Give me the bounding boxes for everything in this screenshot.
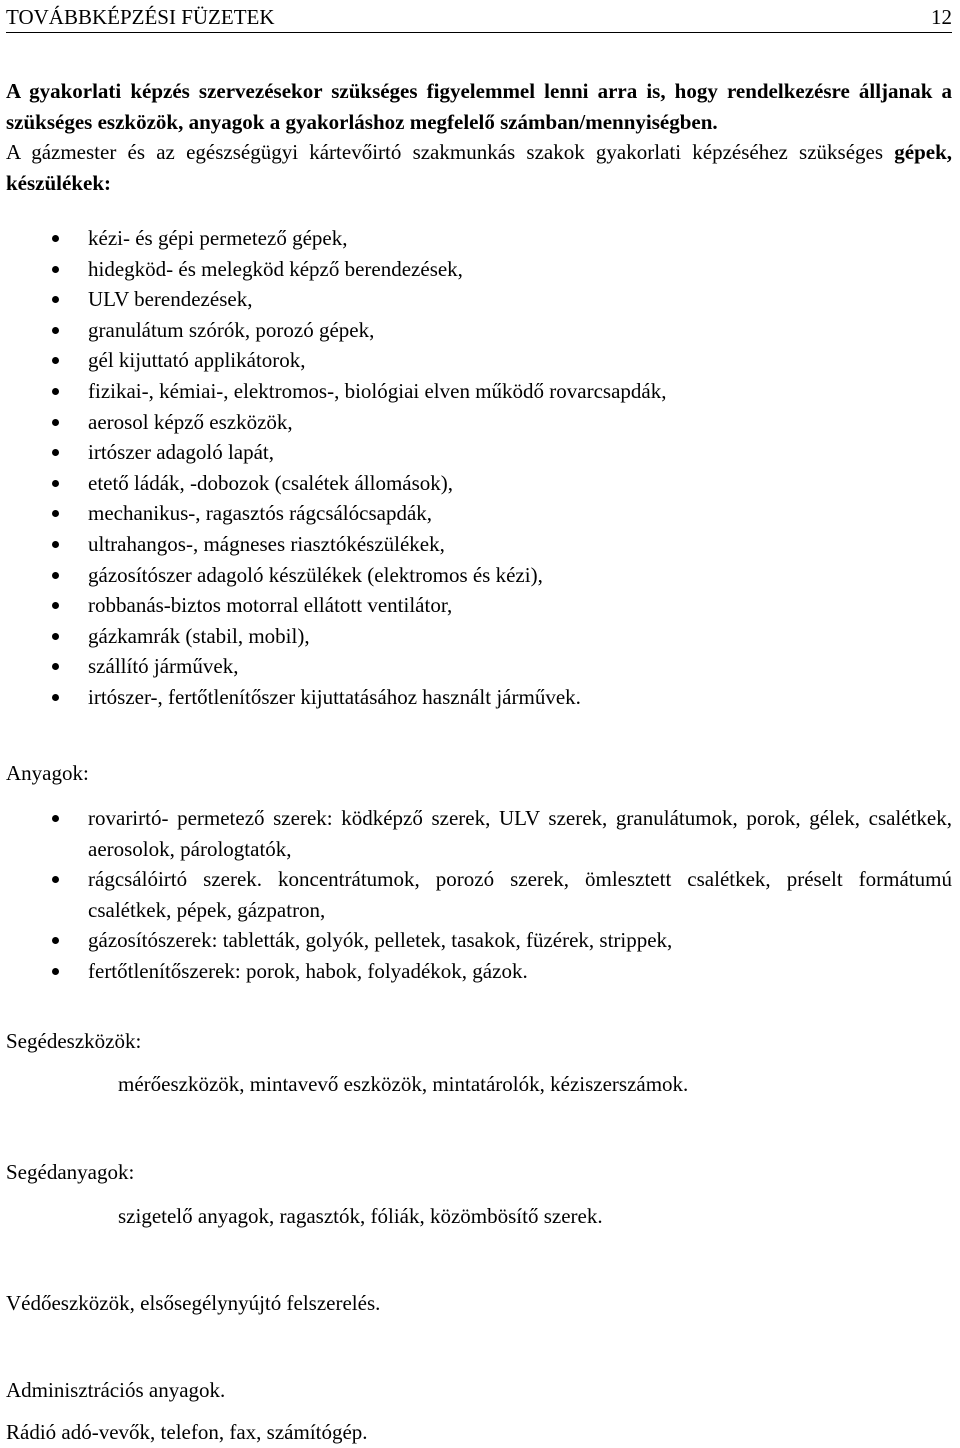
machine-list-item: irtószer adagoló lapát, — [6, 437, 952, 468]
intro-bold-paragraph: A gyakorlati képzés szervezésekor szükséges figyelemmel lenni arra is, hogy rendelkezésre álljanak a szükséges eszközök, anyagok a gyakorláshoz megfelelő számban/mennyiségben. — [6, 79, 952, 134]
tools-heading: Segédeszközök: — [6, 1029, 142, 1053]
machine-list-item: gázosítószer adagoló készülékek (elektromos és kézi), — [6, 560, 952, 591]
running-title: TOVÁBBKÉPZÉSI FÜZETEK — [6, 5, 275, 29]
intro-section — [6, 76, 952, 198]
machine-list-item: aerosol képző eszközök, — [6, 407, 952, 438]
machine-list-item: robbanás-biztos motorral ellátott ventilátor, — [6, 590, 952, 621]
machine-list-item: gázkamrák (stabil, mobil), — [6, 621, 952, 652]
material-list-item: fertőtlenítőszerek: porok, habok, folyadékok, gázok. — [6, 956, 952, 987]
machines-intro — [6, 137, 952, 198]
machine-list-item: irtószer-, fertőtlenítőszer kijuttatásához használt járművek. — [6, 682, 952, 713]
page-number: 12 — [931, 5, 952, 29]
material-list-item: gázosítószerek: tabletták, golyók, pelletek, tasakok, füzérek, strippek, — [6, 925, 952, 956]
material-list-item: rágcsálóirtó szerek. koncentrátumok, porozó szerek, ömlesztett csalétkek, préselt formátumú csalétkek, pépek, gázpatron, — [6, 864, 952, 925]
aux-materials-text: szigetelő anyagok, ragasztók, fóliák, közömbösítő szerek. — [118, 1204, 603, 1228]
machine-list-item: ULV berendezések, — [6, 284, 952, 315]
machine-list-item: mechanikus-, ragasztós rágcsálócsapdák, — [6, 498, 952, 529]
protective-equipment: Védőeszközök, elsősegélynyújtó felszerelés. — [6, 1291, 381, 1315]
machine-list-item: kézi- és gépi permetező gépek, — [6, 223, 952, 254]
materials-heading: Anyagok: — [6, 761, 89, 785]
machine-list-item: granulátum szórók, porozó gépek, — [6, 315, 952, 346]
material-list-item: rovarirtó- permetező szerek: ködképző szerek, ULV szerek, granulátumok, porok, gélek, csalétkek, aerosolok, párologtatók, — [6, 803, 952, 864]
machine-list-item: etető ládák, -dobozok (csalétek állomások), — [6, 468, 952, 499]
aux-materials-heading: Segédanyagok: — [6, 1160, 135, 1184]
machines-list — [6, 223, 952, 713]
communication-devices: Rádió adó-vevők, telefon, fax, számítógép. — [6, 1420, 368, 1444]
machine-list-item: fizikai-, kémiai-, elektromos-, biológiai elven működő rovarcsapdák, — [6, 376, 952, 407]
machines-lead: A gázmester és az egészségügyi kártevőirtó szakmunkás szakok gyakorlati képzéséhez szükséges — [6, 140, 884, 165]
machine-list-item: hidegköd- és melegköd képző berendezések, — [6, 254, 952, 285]
tools-text: mérőeszközök, mintavevő eszközök, mintatárolók, kéziszerszámok. — [118, 1072, 689, 1096]
machine-list-item: gél kijuttató applikátorok, — [6, 345, 952, 376]
page-header — [6, 2, 952, 33]
machines-label: gépek, készülékek: — [6, 140, 952, 195]
machine-list-item: szállító járművek, — [6, 651, 952, 682]
admin-materials: Adminisztrációs anyagok. — [6, 1378, 226, 1402]
materials-list — [6, 803, 952, 987]
machine-list-item: ultrahangos-, mágneses riasztókészülékek, — [6, 529, 952, 560]
